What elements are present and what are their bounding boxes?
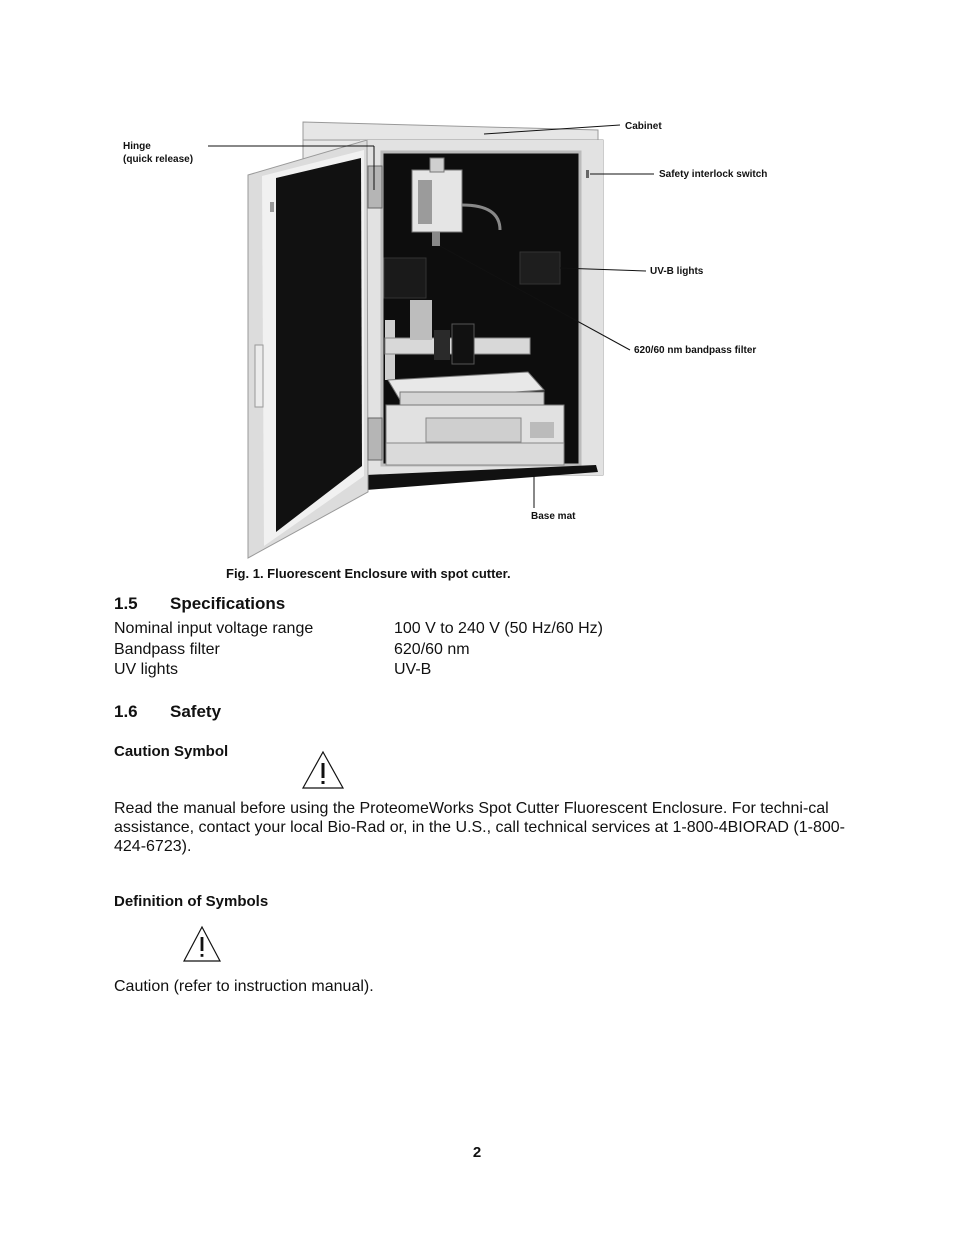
section-heading-safety [114,702,221,722]
spec-label: UV lights [114,661,179,678]
figure [0,0,954,560]
section-title: Specifications [170,594,286,613]
spec-value: 620/60 nm [394,641,470,658]
caution-paragraph: Read the manual before using the ProteomeWorks Spot Cutter Fluorescent Enclosure. For techni-cal assistance, contact your local Bio-Rad or, in the U.S., call technical services at 1-800-4BIORAD (1-800-424-6723). [114,800,845,855]
section-number: 1.6 [114,702,138,721]
section-heading-specifications [114,594,285,614]
enclosure-illustration [0,0,954,560]
spec-label: Nominal input voltage range [114,620,314,637]
figure-caption: Fig. 1. Fluorescent Enclosure with spot cutter. [226,566,511,581]
caution-symbol-heading: Caution Symbol [114,743,229,760]
page-number: 2 [472,1144,482,1161]
spec-label: Bandpass filter [114,641,220,658]
caution-definition-text: Caution (refer to instruction manual). [114,978,374,995]
callout-cabinet: Cabinet [625,121,662,132]
spec-value: 100 V to 240 V (50 Hz/60 Hz) [394,620,603,637]
spec-value: UV-B [394,661,432,678]
section-title: Safety [170,702,222,721]
definition-of-symbols-heading: Definition of Symbols [114,893,269,910]
callout-uvb-lights: UV-B lights [650,266,704,277]
callout-bandpass-filter: 620/60 nm bandpass filter [634,345,757,356]
callout-base-mat: Base mat [531,511,576,522]
section-number: 1.5 [114,594,138,613]
warning-triangle-icon [301,750,345,790]
warning-triangle-icon [182,925,222,963]
callout-hinge: Hinge (quick release) [123,141,194,165]
callout-safety-interlock: Safety interlock switch [659,169,768,180]
